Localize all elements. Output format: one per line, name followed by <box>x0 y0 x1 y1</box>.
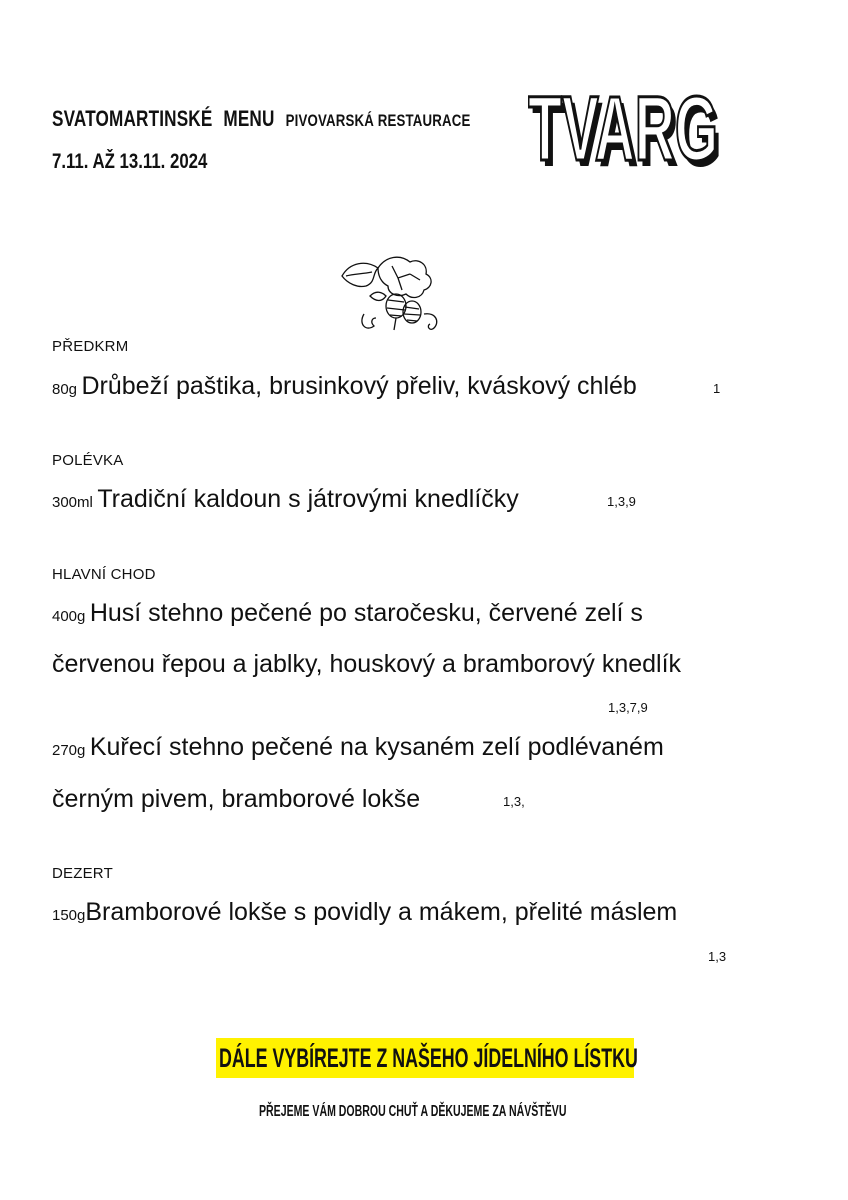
item-quantity: 300ml <box>52 494 93 511</box>
item-allergens: 1,3,9 <box>607 494 636 509</box>
item-name: černým pivem, bramborové lokše <box>52 785 421 813</box>
menu-title <box>52 106 470 132</box>
section-label-main-course: HLAVNÍ CHOD <box>52 566 156 583</box>
item-quantity: 80g <box>52 381 78 398</box>
item-allergens: 1,3, <box>503 794 525 809</box>
menu-item <box>52 485 519 514</box>
menu-title-menu: MENU <box>223 106 275 131</box>
item-name: červenou řepou a jablky, houskový a bramborový knedlík <box>52 650 682 678</box>
cta-text: DÁLE VYBÍREJTE Z NAŠEHO JÍDELNÍHO LÍSTKU <box>219 1043 638 1073</box>
tvarg-logo <box>528 80 728 176</box>
section-label-starter: PŘEDKRM <box>52 338 129 355</box>
menu-item <box>52 733 664 762</box>
tvarg-logo-shadow: TVARG <box>532 84 722 176</box>
item-name: Kuřecí stehno pečené na kysaném zelí podlévaném <box>89 733 664 761</box>
menu-item-continued <box>52 650 681 679</box>
menu-title-main: SVATOMARTINSKÉ <box>52 106 213 131</box>
section-label-soup: POLÉVKA <box>52 452 124 469</box>
item-allergens: 1,3,7,9 <box>608 700 648 715</box>
item-quantity: 400g <box>52 608 86 625</box>
menu-item <box>52 898 677 927</box>
hop-icon <box>336 252 444 338</box>
menu-dates: 7.11. AŽ 13.11. 2024 <box>52 150 208 173</box>
item-name: Husí stehno pečené po staročesku, červené zelí s <box>89 599 643 627</box>
item-name: Drůbeží paštika, brusinkový přeliv, kváskový chléb <box>81 372 637 400</box>
restaurant-subtitle: PIVOVARSKÁ RESTAURACE <box>285 111 471 130</box>
thanks-text: PŘEJEME VÁM DOBROU CHUŤ A DĚKUJEME ZA NÁVŠTĚVU <box>259 1103 567 1120</box>
item-quantity: 150g <box>52 907 86 924</box>
menu-item <box>52 599 643 628</box>
tvarg-logo-text: TVARG <box>528 80 718 176</box>
item-allergens: 1 <box>713 381 721 396</box>
menu-item-continued <box>52 785 420 814</box>
menu-item <box>52 372 637 401</box>
item-quantity: 270g <box>52 742 86 759</box>
cta-highlight <box>216 1038 638 1078</box>
item-name: Tradiční kaldoun s játrovými knedlíčky <box>97 485 519 513</box>
item-allergens: 1,3 <box>708 949 727 964</box>
item-name: Bramborové lokše s povidly a mákem, přelité máslem <box>85 898 678 926</box>
section-label-dessert: DEZERT <box>52 865 113 882</box>
